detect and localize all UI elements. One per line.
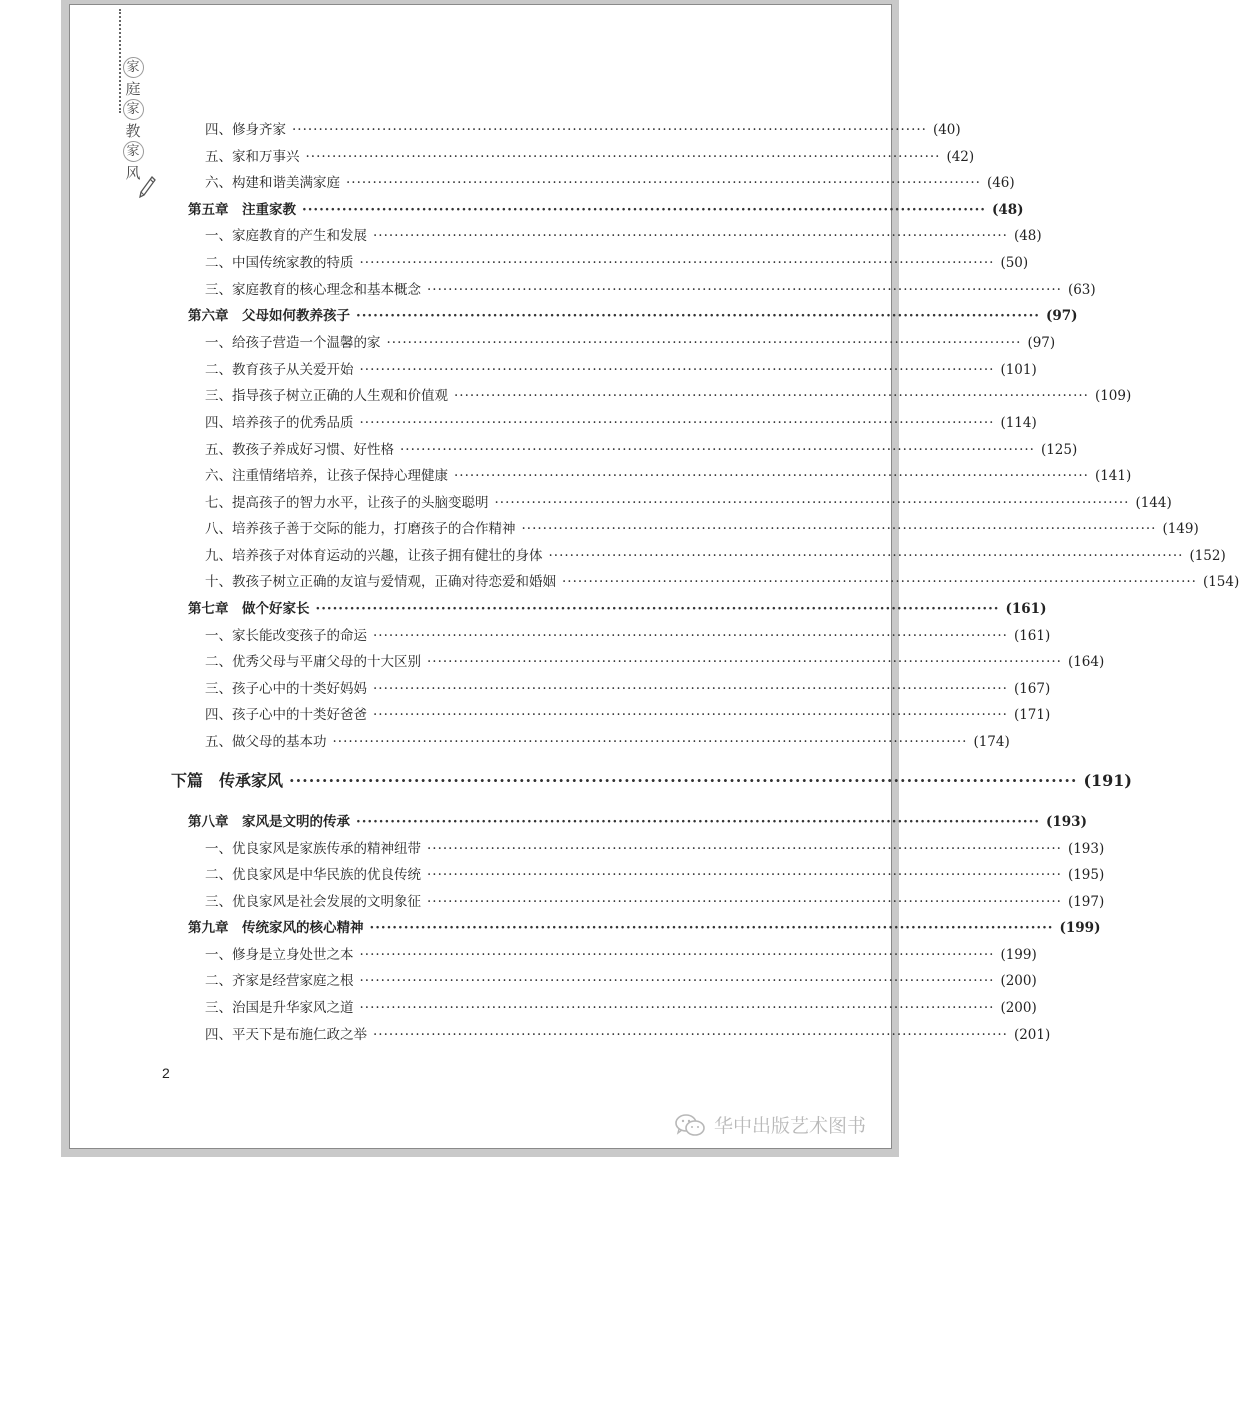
toc-section-row[interactable] xyxy=(205,570,1239,590)
toc-leader-dots: ························································································································ xyxy=(427,841,1062,857)
toc-entry-title: 一、给孩子营造一个温馨的家 xyxy=(205,335,381,351)
toc-section-row[interactable] xyxy=(205,943,1037,963)
toc-leader-dots: ························································································································ xyxy=(289,771,1078,790)
toc-section-row[interactable] xyxy=(205,145,975,165)
toc-entry-title: 第八章 家风是文明的传承 xyxy=(188,814,350,830)
toc-section-row[interactable] xyxy=(205,118,961,138)
toc-entry-title: 四、修身齐家 xyxy=(205,122,286,138)
toc-page-number: (152) xyxy=(1189,548,1226,564)
toc-page-number: (125) xyxy=(1040,442,1078,458)
toc-leader-dots: ························································································································ xyxy=(359,415,995,431)
toc-entry-title: 第五章 注重家教 xyxy=(188,202,296,218)
toc-page-number: (144) xyxy=(1135,495,1172,511)
toc-chapter-row[interactable] xyxy=(188,198,1024,218)
toc-page-number: (195) xyxy=(1067,867,1105,883)
toc-page-number: (40) xyxy=(932,122,961,138)
toc-section-row[interactable] xyxy=(205,730,1010,750)
toc-entry-title: 二、齐家是经营家庭之根 xyxy=(205,973,354,989)
toc-section-row[interactable] xyxy=(205,677,1051,697)
toc-page-number: (174) xyxy=(973,734,1010,750)
watermark xyxy=(674,1111,866,1138)
toc-entry-title: 五、教孩子养成好习惯、好性格 xyxy=(205,442,394,458)
toc-section-row[interactable] xyxy=(205,438,1078,458)
toc-leader-dots: ························································································································ xyxy=(359,1000,995,1016)
toc-leader-dots: ························································································································ xyxy=(454,468,1089,484)
toc-page-number: (193) xyxy=(1067,841,1105,857)
toc-leader-dots: ························································································································ xyxy=(386,335,1022,351)
toc-leader-dots: ························································································································ xyxy=(369,920,1054,936)
toc-section-row[interactable] xyxy=(205,1023,1051,1043)
toc-entry-title: 九、培养孩子对体育运动的兴趣，让孩子拥有健壮的身体 xyxy=(205,548,543,564)
toc-page-number: (201) xyxy=(1013,1027,1051,1043)
toc-page-number: (167) xyxy=(1013,681,1051,697)
toc-page-number: (199) xyxy=(1000,947,1037,963)
toc-page-number: (149) xyxy=(1162,521,1199,537)
toc-page-number: (42) xyxy=(946,149,975,165)
toc-section-row[interactable] xyxy=(205,969,1037,989)
toc-page-number: (48) xyxy=(1013,228,1042,244)
toc-leader-dots: ························································································································ xyxy=(427,867,1062,883)
toc-leader-dots: ························································································································ xyxy=(346,175,981,191)
toc-page-number: (46) xyxy=(986,175,1015,191)
toc-entry-title: 第九章 传统家风的核心精神 xyxy=(188,920,364,936)
toc-entry-title: 三、治国是升华家风之道 xyxy=(205,1000,354,1016)
side-dotted-line xyxy=(119,9,121,113)
toc-section-row[interactable] xyxy=(205,224,1042,244)
toc-chapter-row[interactable] xyxy=(188,304,1078,324)
toc-section-row[interactable] xyxy=(205,358,1037,378)
toc-leader-dots: ························································································································ xyxy=(332,734,968,750)
toc-page-number: (97) xyxy=(1046,308,1078,324)
toc-leader-dots: ························································································································ xyxy=(359,255,995,271)
toc-section-row[interactable] xyxy=(205,703,1051,723)
toc-leader-dots: ························································································································ xyxy=(521,521,1157,537)
toc-chapter-row[interactable] xyxy=(188,810,1087,830)
toc-leader-dots: ························································································································ xyxy=(373,628,1008,644)
toc-page-number: (154) xyxy=(1202,574,1239,590)
toc-page-number: (114) xyxy=(1000,415,1037,431)
toc-section-row[interactable] xyxy=(205,464,1132,484)
toc-entry-title: 一、优良家风是家族传承的精神纽带 xyxy=(205,841,421,857)
toc-entry-title: 三、优良家风是社会发展的文明象征 xyxy=(205,894,421,910)
toc-section-row[interactable] xyxy=(205,384,1132,404)
toc-page-number: (171) xyxy=(1013,707,1051,723)
toc-page-number: (200) xyxy=(1000,1000,1037,1016)
toc-chapter-row[interactable] xyxy=(188,597,1047,617)
toc-entry-title: 四、孩子心中的十类好爸爸 xyxy=(205,707,367,723)
toc-section-row[interactable] xyxy=(205,996,1037,1016)
toc-leader-dots: ························································································································ xyxy=(427,894,1062,910)
toc-page-number: (50) xyxy=(1000,255,1029,271)
toc-section-row[interactable] xyxy=(205,171,1015,191)
pencil-icon xyxy=(138,175,156,199)
toc-leader-dots: ························································································································ xyxy=(454,388,1089,404)
side-title-char: 庭 xyxy=(125,80,141,98)
toc-leader-dots: ························································································································ xyxy=(359,362,995,378)
toc-entry-title: 六、构建和谐美满家庭 xyxy=(205,175,340,191)
side-title xyxy=(122,57,144,183)
toc-entry-title: 五、做父母的基本功 xyxy=(205,734,327,750)
toc-section-row[interactable] xyxy=(205,837,1105,857)
toc-entry-title: 二、优秀父母与平庸父母的十大区别 xyxy=(205,654,421,670)
toc-section-row[interactable] xyxy=(205,890,1105,910)
toc-leader-dots: ························································································································ xyxy=(427,282,1062,298)
toc-page-number: (161) xyxy=(1013,628,1051,644)
toc-leader-dots: ························································································································ xyxy=(356,814,1040,830)
toc-section-row[interactable] xyxy=(205,624,1051,644)
toc-section-row[interactable] xyxy=(205,331,1056,351)
toc-entry-title: 一、家长能改变孩子的命运 xyxy=(205,628,367,644)
toc-page-number: (193) xyxy=(1046,814,1087,830)
toc-page-number: (197) xyxy=(1067,894,1105,910)
toc-page-number: (97) xyxy=(1027,335,1056,351)
toc-entry-title: 四、培养孩子的优秀品质 xyxy=(205,415,354,431)
side-title-char: 家 xyxy=(123,141,144,162)
toc-page-number: (101) xyxy=(1000,362,1037,378)
side-title-char: 风 xyxy=(125,164,141,182)
toc-leader-dots: ························································································································ xyxy=(562,574,1197,590)
toc-entry-title: 十、教孩子树立正确的友谊与爱情观，正确对待恋爱和婚姻 xyxy=(205,574,556,590)
toc-leader-dots: ························································································································ xyxy=(359,947,995,963)
toc-entry-title: 一、修身是立身处世之本 xyxy=(205,947,354,963)
toc-section-row[interactable] xyxy=(205,251,1029,271)
toc-leader-dots: ························································································································ xyxy=(315,601,1000,617)
toc-page-number: (200) xyxy=(1000,973,1037,989)
toc-entry-title: 二、中国传统家教的特质 xyxy=(205,255,354,271)
toc-entry-title: 四、平天下是布施仁政之举 xyxy=(205,1027,367,1043)
toc-section-row[interactable] xyxy=(205,650,1105,670)
side-title-char: 家 xyxy=(123,99,144,120)
toc-leader-dots: ························································································································ xyxy=(373,1027,1008,1043)
toc-page-number: (141) xyxy=(1094,468,1132,484)
toc-section-row[interactable] xyxy=(205,491,1172,511)
toc-page-number: (48) xyxy=(992,202,1024,218)
toc-leader-dots: ························································································································ xyxy=(373,707,1008,723)
wechat-icon xyxy=(674,1112,706,1138)
toc-leader-dots: ························································································································ xyxy=(302,202,986,218)
toc-leader-dots: ························································································································ xyxy=(292,122,927,138)
toc-section-row[interactable] xyxy=(205,544,1226,564)
toc-page-number: (199) xyxy=(1059,920,1101,936)
toc-leader-dots: ························································································································ xyxy=(305,149,941,165)
toc-entry-title: 一、家庭教育的产生和发展 xyxy=(205,228,367,244)
toc-entry-title: 第六章 父母如何教养孩子 xyxy=(188,308,350,324)
toc-part-row[interactable] xyxy=(171,768,1132,791)
document-page xyxy=(69,4,1239,1149)
toc-page-number: (191) xyxy=(1083,771,1132,790)
toc-entry-title: 五、家和万事兴 xyxy=(205,149,300,165)
toc-leader-dots: ························································································································ xyxy=(373,228,1008,244)
toc-entry-title: 第七章 做个好家长 xyxy=(188,601,310,617)
toc-chapter-row[interactable] xyxy=(188,916,1101,936)
toc-leader-dots: ························································································································ xyxy=(548,548,1184,564)
toc-page-number: (161) xyxy=(1005,601,1047,617)
toc-leader-dots: ························································································································ xyxy=(356,308,1040,324)
toc-entry-title: 七、提高孩子的智力水平，让孩子的头脑变聪明 xyxy=(205,495,489,511)
toc-entry-title: 三、指导孩子树立正确的人生观和价值观 xyxy=(205,388,448,404)
toc-leader-dots: ························································································································ xyxy=(373,681,1008,697)
toc-entry-title: 二、优良家风是中华民族的优良传统 xyxy=(205,867,421,883)
toc-section-row[interactable] xyxy=(205,278,1096,298)
toc-entry-title: 三、家庭教育的核心理念和基本概念 xyxy=(205,282,421,298)
toc-leader-dots: ························································································································ xyxy=(359,973,995,989)
toc-section-row[interactable] xyxy=(205,863,1105,883)
toc-section-row[interactable] xyxy=(205,517,1199,537)
toc-leader-dots: ························································································································ xyxy=(427,654,1062,670)
toc-entry-title: 八、培养孩子善于交际的能力，打磨孩子的合作精神 xyxy=(205,521,516,537)
toc-entry-title: 下篇 传承家风 xyxy=(171,771,284,790)
toc-entry-title: 二、教育孩子从关爱开始 xyxy=(205,362,354,378)
toc-page-number: (63) xyxy=(1067,282,1096,298)
side-title-char: 家 xyxy=(123,57,144,78)
page-number: 2 xyxy=(162,1065,170,1081)
toc-leader-dots: ························································································································ xyxy=(400,442,1035,458)
toc-page-number: (109) xyxy=(1094,388,1132,404)
toc-entry-title: 六、注重情绪培养，让孩子保持心理健康 xyxy=(205,468,448,484)
toc-section-row[interactable] xyxy=(205,411,1037,431)
watermark-text: 华中出版艺术图书 xyxy=(714,1115,867,1137)
side-title-char: 教 xyxy=(125,122,141,140)
toc-leader-dots: ························································································································ xyxy=(494,495,1130,511)
toc-page-number: (164) xyxy=(1067,654,1105,670)
toc-entry-title: 三、孩子心中的十类好妈妈 xyxy=(205,681,367,697)
